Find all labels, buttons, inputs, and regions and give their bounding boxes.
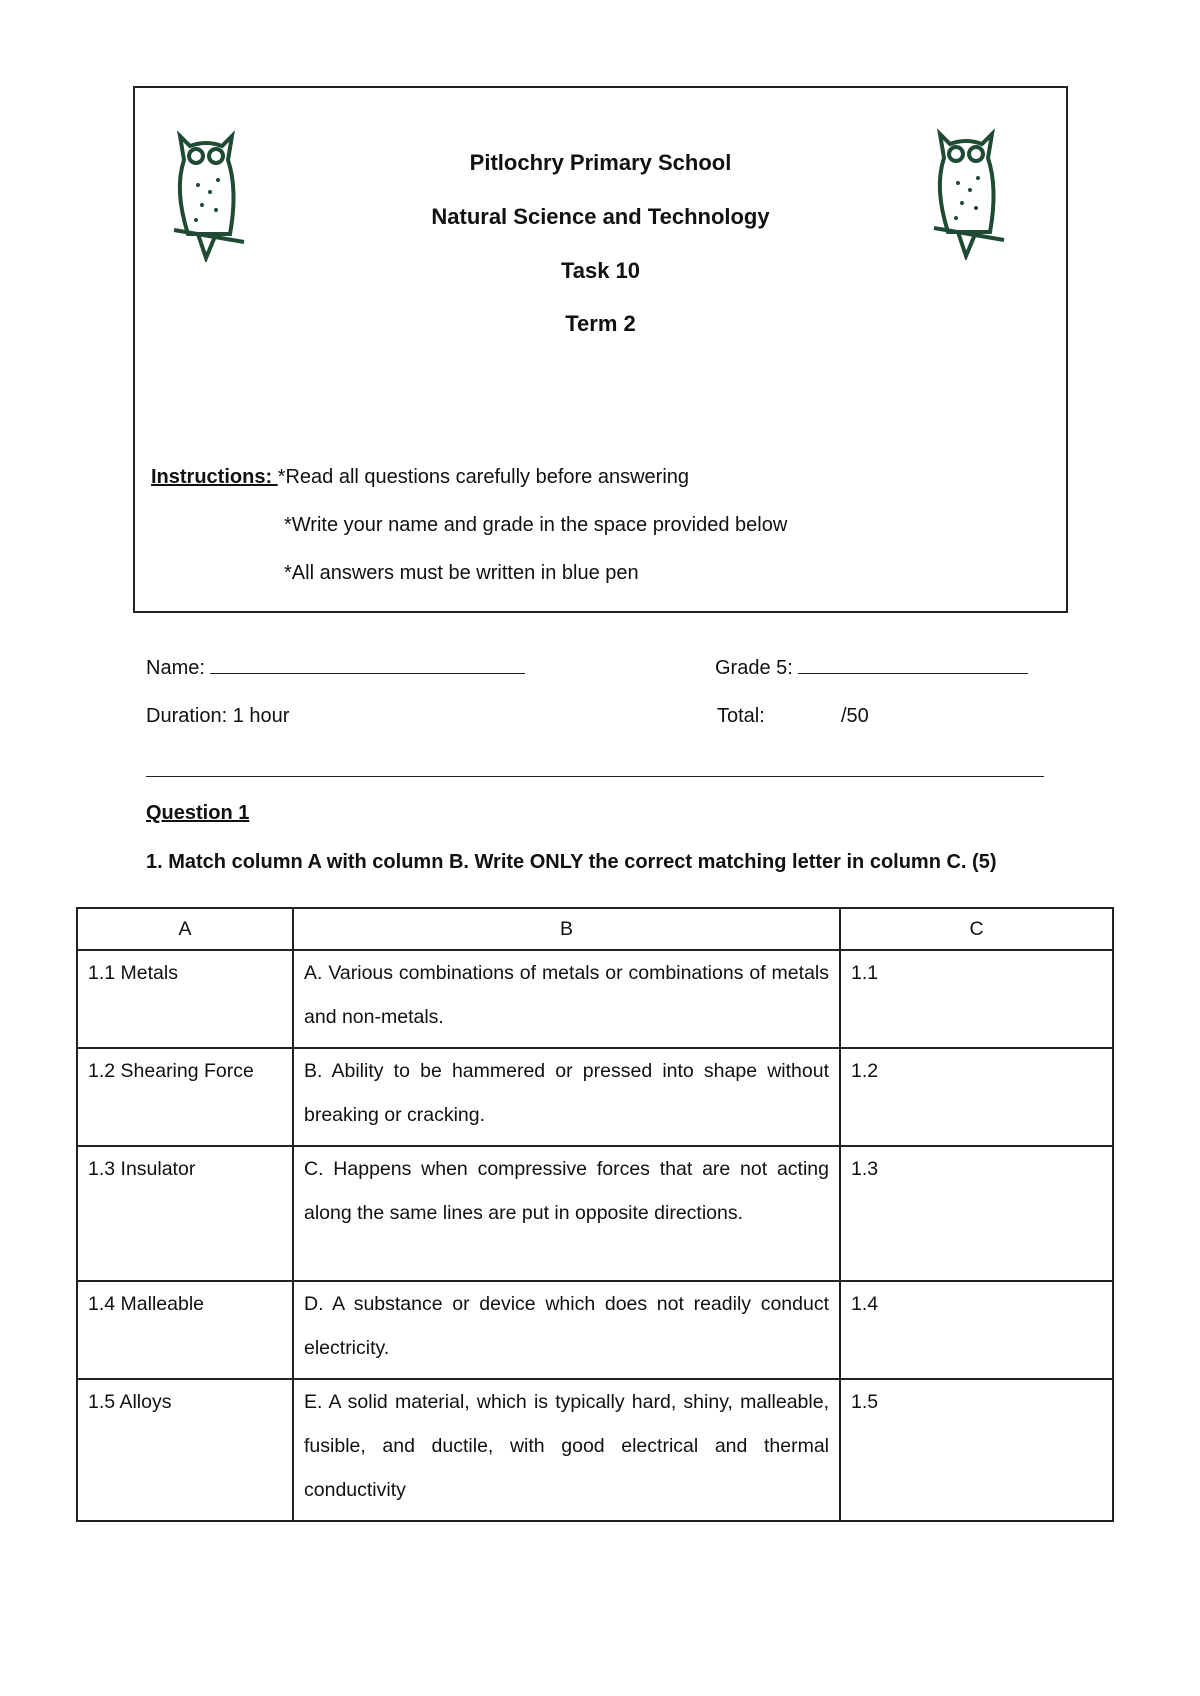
column-header: B xyxy=(293,908,840,950)
instruction-3: *All answers must be written in blue pen xyxy=(284,562,639,584)
table-row xyxy=(77,950,1113,1048)
answer-cell[interactable]: 1.4 xyxy=(840,1281,1113,1379)
column-header: A xyxy=(77,908,293,950)
table-row xyxy=(77,1146,1113,1281)
definition-cell: B. Ability to be hammered or pressed into shape without breaking or cracking. xyxy=(293,1048,840,1146)
term-cell: 1.4 Malleable xyxy=(77,1281,293,1379)
instructions-label: Instructions: xyxy=(151,466,278,488)
answer-cell[interactable]: 1.3 xyxy=(840,1146,1113,1281)
divider xyxy=(146,776,1044,777)
definition-cell: A. Various combinations of metals or combinations of metals and non-metals. xyxy=(293,950,840,1048)
matching-table xyxy=(76,907,1114,1522)
term-cell: 1.3 Insulator xyxy=(77,1146,293,1281)
instruction-2: *Write your name and grade in the space provided below xyxy=(284,514,788,536)
definition-cell: D. A substance or device which does not readily conduct electricity. xyxy=(293,1281,840,1379)
name-field[interactable] xyxy=(146,657,525,680)
answer-cell[interactable]: 1.5 xyxy=(840,1379,1113,1521)
table-row xyxy=(77,1281,1113,1379)
definition-cell: C. Happens when compressive forces that are not acting along the same lines are put in opposite directions. xyxy=(293,1146,840,1281)
answer-cell[interactable]: 1.2 xyxy=(840,1048,1113,1146)
table-row xyxy=(77,1379,1113,1521)
subject-title: Natural Science and Technology xyxy=(431,204,770,229)
total-label: Total: xyxy=(717,705,765,727)
task-title: Task 10 xyxy=(560,258,641,283)
instruction-1 xyxy=(151,466,689,489)
instruction-text: *Read all questions carefully before answering xyxy=(277,466,690,488)
duration: Duration: 1 hour xyxy=(146,705,290,727)
question-prompt: 1. Match column A with column B. Write ONLY the correct matching letter in column C. (5) xyxy=(146,851,997,873)
grade-label: Grade 5: xyxy=(715,657,799,679)
name-label: Name: xyxy=(146,657,211,679)
total-value: /50 xyxy=(841,705,869,727)
grade-field[interactable] xyxy=(715,657,1028,680)
term-cell: 1.5 Alloys xyxy=(77,1379,293,1521)
question-title: Question 1 xyxy=(146,802,250,824)
owl-icon xyxy=(928,128,1006,260)
answer-cell[interactable]: 1.1 xyxy=(840,950,1113,1048)
term-cell: 1.1 Metals xyxy=(77,950,293,1048)
school-name: Pitlochry Primary School xyxy=(469,150,732,175)
column-header: C xyxy=(840,908,1113,950)
table-header-row xyxy=(77,908,1113,950)
term-title: Term 2 xyxy=(565,311,636,336)
definition-cell: E. A solid material, which is typically hard, shiny, malleable, fusible, and ductile, with good electrical and thermal conductivity xyxy=(293,1379,840,1521)
table-row xyxy=(77,1048,1113,1146)
term-cell: 1.2 Shearing Force xyxy=(77,1048,293,1146)
